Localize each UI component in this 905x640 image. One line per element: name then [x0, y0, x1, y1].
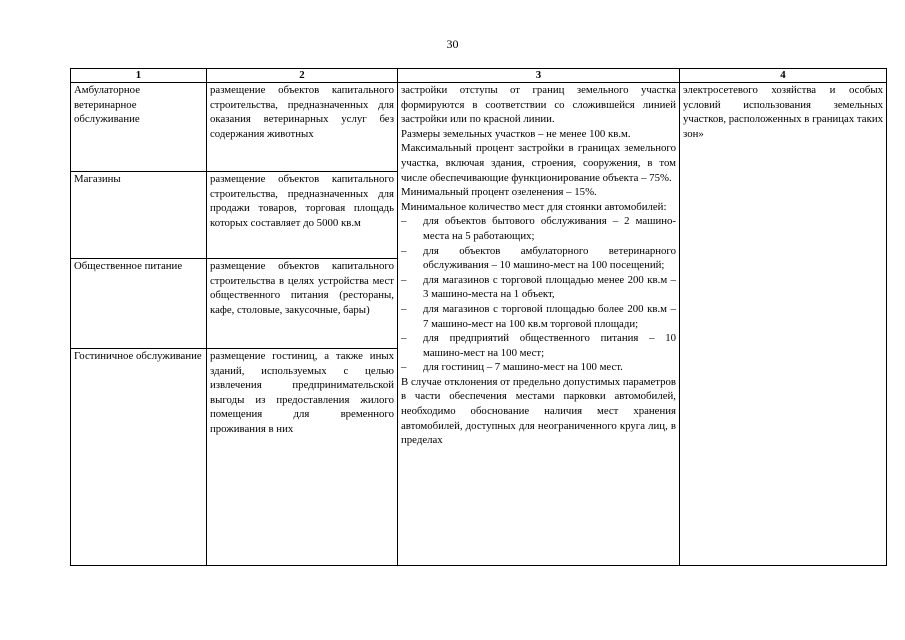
dash-marker: –	[401, 302, 407, 315]
column-header-3: 3	[398, 69, 680, 83]
use-type-description: размещение объектов капитального строительства в целях устройства мест общественного питания (рестораны, кафе, столовые, закусочные, бары)	[207, 259, 398, 349]
dash-marker: –	[401, 244, 407, 257]
list-item	[401, 331, 676, 360]
parameters-text: В случае отклонения от предельно допустимых параметров в части обеспечения местами парковки автомобилей, необходимо обоснование наличия мест хранения автомобилей, доступных для неограниченного круга лиц, в пределах	[401, 375, 676, 447]
list-item	[401, 302, 676, 331]
column-header-4: 4	[680, 69, 887, 83]
list-item	[401, 244, 676, 273]
use-type-description: размещение объектов капитального строительства, предназначенных для оказания ветеринарных услуг без содержания животных	[207, 83, 398, 172]
restrictions-cell: электросетевого хозяйства и особых условий использования земельных участков, расположенных в границах таких зон»	[680, 83, 887, 566]
column-header-1: 1	[71, 69, 207, 83]
parameters-text: Размеры земельных участков – не менее 100 кв.м.	[401, 127, 631, 140]
use-type-name: Общественное питание	[71, 259, 207, 349]
list-item	[401, 273, 676, 302]
dash-marker: –	[401, 273, 407, 286]
list-item-text: для объектов бытового обслуживания – 2 машино-места на 5 работающих;	[423, 215, 676, 242]
use-type-description: размещение объектов капитального строительства, предназначенных для продажи товаров, торговая площадь которых составляет до 5000 кв.м	[207, 172, 398, 259]
dash-marker: –	[401, 215, 407, 228]
parameters-text: Максимальный процент застройки в границах земельного участка, включая здания, строения, сооружения, в том числе обеспечивающие функционирование объекта – 75%.	[401, 142, 676, 184]
list-item-text: для объектов амбулаторного ветеринарного обслуживания – 10 машино-мест на 100 посещений;	[423, 244, 676, 272]
list-item	[401, 360, 676, 375]
list-item	[401, 214, 676, 243]
table-row	[71, 83, 887, 172]
parameters-cell	[398, 83, 680, 566]
page-number: 30	[446, 37, 459, 51]
list-item-text: для предприятий общественного питания – 10 машино-мест на 100 мест;	[423, 332, 676, 359]
regulations-table	[70, 68, 887, 566]
parameters-text: застройки отступы от границ земельного участка формируются в соответствии со сложившейся линией застройки или по красной линии.	[401, 84, 676, 126]
use-type-name: Амбулаторное ветеринарное обслуживание	[71, 83, 207, 172]
use-type-name: Магазины	[71, 172, 207, 259]
dash-marker: –	[401, 361, 407, 374]
use-type-name: Гостиничное обслуживание	[71, 349, 207, 566]
dash-marker: –	[401, 332, 407, 345]
parameters-text: Минимальный процент озеленения – 15%.	[401, 186, 597, 199]
table-header-row	[71, 69, 887, 83]
list-item-text: для магазинов с торговой площадью менее 200 кв.м – 3 машино-места на 1 объект,	[423, 273, 676, 301]
list-item-text: для магазинов с торговой площадью более 200 кв.м – 7 машино-мест на 100 кв.м торговой площади;	[423, 302, 676, 330]
list-item-text: для гостиниц – 7 машино-мест на 100 мест.	[423, 361, 623, 374]
parameters-text: Минимальное количество мест для стоянки автомобилей:	[401, 200, 667, 213]
column-header-2: 2	[207, 69, 398, 83]
use-type-description: размещение гостиниц, а также иных зданий, используемых с целью извлечения предпринимательской выгоды из предоставления жилого помещения для временного проживания в них	[207, 349, 398, 566]
